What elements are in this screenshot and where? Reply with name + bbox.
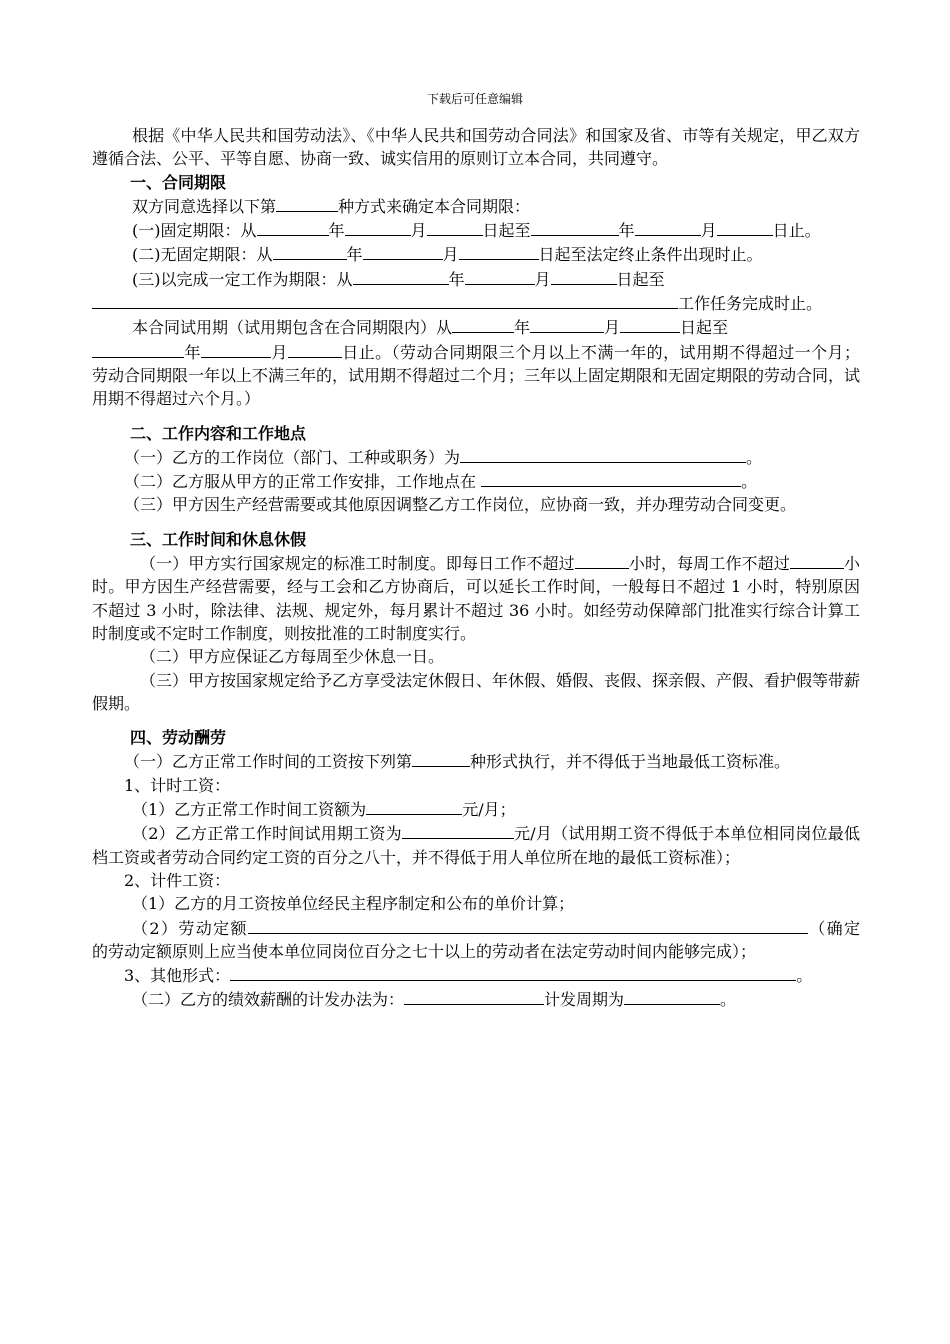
- blank-field[interactable]: [530, 315, 604, 333]
- blank-field[interactable]: [404, 987, 544, 1005]
- hourly-wage-line: （1）乙方正常工作时间工资额为 元/月；: [92, 797, 860, 821]
- term-choice-line: 双方同意选择以下第 种方式来确定本合同期限：: [92, 194, 860, 218]
- blank-field[interactable]: [92, 340, 184, 358]
- trial-period-line: 本合同试用期（试用期包含在合同期限内）从 年 月 日起至 年 月 日止。（劳动合同期限三个月以上不满一年的，试用期不得超过一个月；劳动合同期限一年以上不满三年的，试用期不得超过二个月；三年以上固定期限和无固定期限的劳动合同，试用期不得超过六个月。）: [92, 315, 860, 410]
- header-note: 下载后可任意编辑: [426, 92, 523, 106]
- blank-field[interactable]: [575, 551, 629, 569]
- blank-field[interactable]: [481, 469, 741, 487]
- blank-field[interactable]: [345, 218, 411, 236]
- fixed-term-line: (一)固定期限：从 年 月 日起至 年 月 日止。: [92, 218, 860, 242]
- blank-field[interactable]: [717, 218, 773, 236]
- blank-field[interactable]: [276, 194, 338, 212]
- blank-field[interactable]: [366, 797, 462, 815]
- blank-field[interactable]: [363, 242, 443, 260]
- blank-field[interactable]: [460, 445, 746, 463]
- job-adjust-paragraph: （三）甲方因生产经营需要或其他原因调整乙方工作岗位，应协商一致，并办理劳动合同变更。: [124, 495, 797, 515]
- blank-field[interactable]: [273, 242, 347, 260]
- intro-paragraph: 根据《中华人民共和国劳动法》、《中华人民共和国劳动合同法》和国家及省、市等有关规定，甲乙双方遵循合法、公平、平等自愿、协商一致、诚实信用的原则订立本合同，共同遵守。: [92, 126, 860, 169]
- weekly-rest-line: （二）甲方应保证乙方每周至少休息一日。: [140, 647, 445, 667]
- blank-field[interactable]: [790, 551, 844, 569]
- blank-field[interactable]: [288, 340, 342, 358]
- blank-field[interactable]: [92, 291, 678, 309]
- section-2-title: 二、工作内容和工作地点: [130, 423, 307, 443]
- task-term-end-line: 工作任务完成时止。: [92, 291, 860, 315]
- work-location-line: （二）乙方服从甲方的正常工作安排，工作地点在 。: [92, 469, 860, 493]
- job-position-line: （一）乙方的工作岗位（部门、工种或职务）为 。: [92, 445, 860, 469]
- blank-field[interactable]: [465, 267, 535, 285]
- blank-field[interactable]: [452, 315, 514, 333]
- contract-body: [92, 124, 860, 1012]
- blank-field[interactable]: [531, 218, 619, 236]
- hourly-wage-heading: 1、计时工资：: [124, 775, 231, 795]
- trial-wage-paragraph: （2）乙方正常工作时间试用期工资为 元/月（试用期工资不得低于本单位相同岗位最低档工资或者劳动合同约定工资的百分之八十，并不得低于用人单位所在地的最低工资标准）；: [92, 821, 860, 869]
- piece-wage-heading: 2、计件工资：: [124, 870, 231, 890]
- section-1-title: 一、合同期限: [130, 172, 227, 192]
- other-form-line: 3、其他形式： 。: [92, 963, 860, 987]
- blank-field[interactable]: [412, 749, 470, 767]
- blank-field[interactable]: [551, 267, 617, 285]
- blank-field[interactable]: [620, 315, 680, 333]
- paid-leave-paragraph: （三）甲方按国家规定给予乙方享受法定休假日、年休假、婚假、丧假、探亲假、产假、看护假等带薪假期。: [92, 670, 861, 713]
- blank-field[interactable]: [402, 821, 514, 839]
- no-fixed-term-line: (二)无固定期限：从 年 月 日起至法定终止条件出现时止。: [92, 242, 860, 266]
- blank-field[interactable]: [624, 987, 720, 1005]
- section-3-title: 三、工作时间和休息休假: [130, 529, 307, 549]
- performance-pay-line: （二）乙方的绩效薪酬的计发办法为： 计发周期为 。: [92, 987, 860, 1011]
- blank-field[interactable]: [353, 267, 449, 285]
- blank-field[interactable]: [635, 218, 701, 236]
- blank-field[interactable]: [201, 340, 271, 358]
- blank-field[interactable]: [459, 242, 539, 260]
- work-hours-paragraph: （一）甲方实行国家规定的标准工时制度。即每日工作不超过 小时，每周工作不超过 小时。甲方因生产经营需要，经与工会和乙方协商后，可以延长工作时间，一般每日不超过 1 小时，特别原因不超过 3 小时，除法律、法规、规定外，每月累计不超过 36 小时。如经劳动保障部门批准实行综合计算工时制度或不定时工作制度，则按批准的工时制度实行。: [92, 551, 860, 645]
- blank-field[interactable]: [230, 963, 796, 981]
- blank-field[interactable]: [257, 218, 329, 236]
- task-term-line: (三)以完成一定工作为期限：从 年 月 日起至: [92, 267, 860, 291]
- section-4-title: 四、劳动酬劳: [130, 728, 227, 748]
- labor-quota-paragraph: （2）劳动定额 （确定的劳动定额原则上应当使本单位同岗位百分之七十以上的劳动者在法定劳动时间内能够完成）；: [92, 916, 860, 964]
- blank-field[interactable]: [427, 218, 483, 236]
- wage-form-paragraph: （一）乙方正常工作时间的工资按下列第 种形式执行，并不得低于当地最低工资标准。: [92, 749, 860, 773]
- blank-field[interactable]: [248, 916, 808, 934]
- piece-rate-line: （1）乙方的月工资按单位经民主程序制定和公布的单价计算；: [132, 894, 575, 914]
